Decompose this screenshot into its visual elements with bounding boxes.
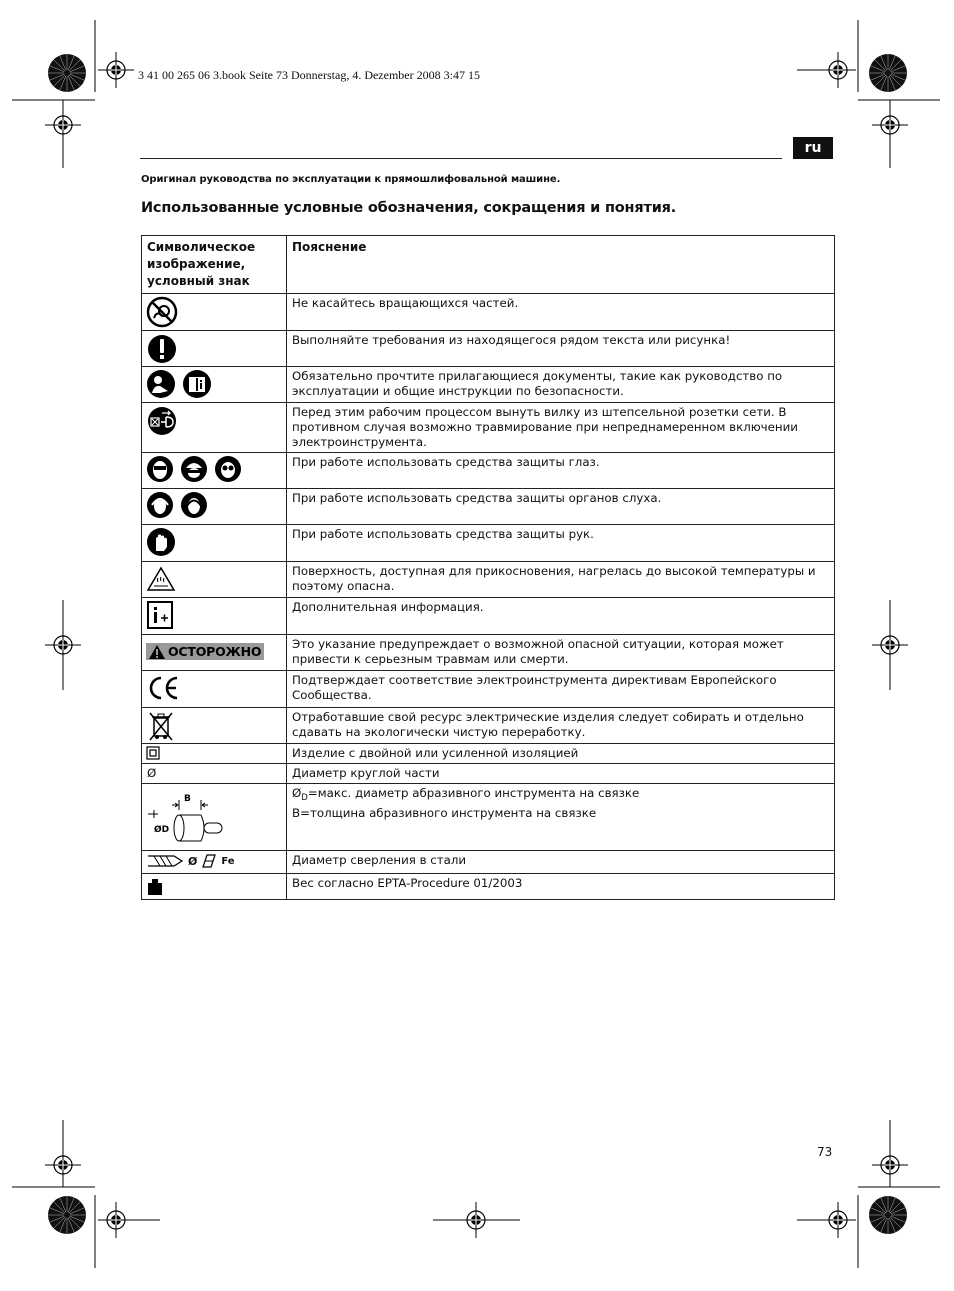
hand-protection-icon bbox=[146, 527, 176, 557]
symbol-cell bbox=[142, 403, 287, 453]
steel-material-icon bbox=[201, 853, 217, 869]
safety-glasses-icon bbox=[214, 455, 242, 483]
symbol-cell bbox=[142, 331, 287, 367]
table-row bbox=[142, 598, 835, 635]
eye-protection-icons bbox=[146, 455, 282, 483]
explanation-cell: Подтверждает соответствие электроинструмента директивам Европейского Сообщества. bbox=[287, 671, 835, 708]
symbol-cell bbox=[142, 453, 287, 489]
explanation-cell: При работе использовать средства защиты глаз. bbox=[287, 453, 835, 489]
symbol-cell bbox=[142, 744, 287, 764]
caution-label-text: ОСТОРОЖНО bbox=[168, 644, 262, 659]
symbol-cell bbox=[142, 367, 287, 403]
explanation-cell: Обязательно прочтите прилагающиеся документы, такие как руководство по эксплуатации и общие инструкции по безопасности. bbox=[287, 367, 835, 403]
header-rule bbox=[140, 158, 782, 159]
helmet-goggles-icon bbox=[180, 455, 208, 483]
table-row bbox=[142, 294, 835, 331]
table-row bbox=[142, 453, 835, 489]
symbol-cell bbox=[142, 525, 287, 562]
explanation-cell: Выполняйте требования из находящегося рядом текста или рисунка! bbox=[287, 331, 835, 367]
section-title: Использованные условные обозначения, сокращения и понятия. bbox=[141, 200, 677, 216]
page-number: 73 bbox=[817, 1145, 833, 1159]
face-shield-icon bbox=[146, 455, 174, 483]
explanation-line-2: B=толщина абразивного инструмента на связке bbox=[292, 806, 597, 820]
table-row bbox=[142, 367, 835, 403]
explanation-cell: Изделие с двойной или усиленной изоляцией bbox=[287, 744, 835, 764]
label-diameter-d: ØD bbox=[154, 825, 170, 835]
symbol-cell bbox=[142, 764, 287, 784]
symbol-cell bbox=[142, 294, 287, 331]
weee-bin-icon bbox=[146, 710, 176, 742]
table-row bbox=[142, 784, 835, 851]
ear-muffs-icon bbox=[146, 491, 174, 519]
explanation-cell: Поверхность, доступная для прикосновения, нагрелась до высокой температуры и поэтому опасна. bbox=[287, 562, 835, 598]
language-badge: ru bbox=[793, 137, 833, 159]
table-row bbox=[142, 874, 835, 900]
symbol-cell bbox=[142, 598, 287, 635]
symbol-cell bbox=[142, 851, 287, 874]
table-row bbox=[142, 403, 835, 453]
fe-label: Fe bbox=[221, 855, 235, 867]
info-icon bbox=[146, 600, 174, 630]
table-row bbox=[142, 635, 835, 671]
read-manual-icons bbox=[146, 369, 282, 399]
explanation-cell: Диаметр сверления в стали bbox=[287, 851, 835, 874]
explanation-cell: Перед этим рабочим процессом вынуть вилку из штепсельной розетки сети. В противном случая возможно травмирование при непреднамеренном включении электроинструмента. bbox=[287, 403, 835, 453]
warning-triangle-icon bbox=[149, 645, 165, 659]
table-row bbox=[142, 489, 835, 525]
read-manual-icon bbox=[146, 369, 176, 399]
explanation-cell: Дополнительная информация. bbox=[287, 598, 835, 635]
exclamation-icon bbox=[146, 333, 178, 365]
table-row bbox=[142, 331, 835, 367]
hot-surface-icon bbox=[146, 564, 176, 594]
explanation-cell: Это указание предупреждает о возможной опасной ситуации, которая может привести к серьезным травмам или смерти. bbox=[287, 635, 835, 671]
table-row bbox=[142, 764, 835, 784]
double-insulation-icon bbox=[146, 746, 160, 760]
weight-icon bbox=[146, 876, 164, 896]
explanation-line-1 bbox=[292, 786, 829, 806]
diameter-sign: Ø bbox=[292, 786, 302, 800]
explanation-cell: Вес согласно EPTA-Procedure 01/2003 bbox=[287, 874, 835, 900]
symbol-cell bbox=[142, 874, 287, 900]
no-touch-rotating-parts-icon bbox=[146, 296, 178, 328]
symbol-cell bbox=[142, 671, 287, 708]
table-row bbox=[142, 525, 835, 562]
caution-label bbox=[146, 643, 264, 660]
ear-plugs-icon bbox=[180, 491, 208, 519]
print-info-line: 3 41 00 265 06 3.book Seite 73 Donnerstag, 4. Dezember 2008 3:47 15 bbox=[138, 68, 480, 82]
explanation-cell: Диаметр круглой части bbox=[287, 764, 835, 784]
table-row bbox=[142, 708, 835, 744]
diameter-symbol: Ø bbox=[147, 766, 157, 780]
table-row bbox=[142, 851, 835, 874]
explanation-cell: Отработавшие свой ресурс электрические изделия следует собирать и отдельно сдавать на экологически чистую переработку. bbox=[287, 708, 835, 744]
explanation-cell: При работе использовать средства защиты рук. bbox=[287, 525, 835, 562]
symbol-cell bbox=[142, 708, 287, 744]
explanation-cell bbox=[287, 784, 835, 851]
explanation-cell: При работе использовать средства защиты органов слуха. bbox=[287, 489, 835, 525]
table-row bbox=[142, 744, 835, 764]
symbol-cell bbox=[142, 562, 287, 598]
drill-diameter-symbol: Ø bbox=[188, 854, 198, 868]
symbol-cell bbox=[142, 489, 287, 525]
symbols-table bbox=[141, 235, 835, 900]
info-book-icon bbox=[182, 369, 212, 399]
explanation-cell: Не касайтесь вращающихся частей. bbox=[287, 294, 835, 331]
table-row bbox=[142, 562, 835, 598]
drill-steel-icons bbox=[146, 853, 282, 869]
column-header-explanation: Пояснение bbox=[287, 236, 835, 294]
explanation-line-1-rest: =макс. диаметр абразивного инструмента на связке bbox=[307, 786, 640, 800]
abrasive-tool-diagram bbox=[146, 786, 226, 846]
table-header-row bbox=[142, 236, 835, 294]
table-row bbox=[142, 671, 835, 708]
symbol-cell bbox=[142, 784, 287, 851]
label-b: B bbox=[184, 794, 191, 804]
drill-bit-icon bbox=[146, 853, 184, 869]
symbol-cell bbox=[142, 635, 287, 671]
ce-mark-icon bbox=[146, 673, 180, 703]
document-subtitle: Оригинал руководства по эксплуатации к прямошлифовальной машине. bbox=[141, 174, 561, 185]
column-header-symbol: Символическое изображение, условный знак bbox=[142, 236, 287, 294]
ear-protection-icons bbox=[146, 491, 282, 519]
unplug-icon bbox=[146, 405, 178, 437]
diameter-subscript: D bbox=[301, 793, 308, 803]
